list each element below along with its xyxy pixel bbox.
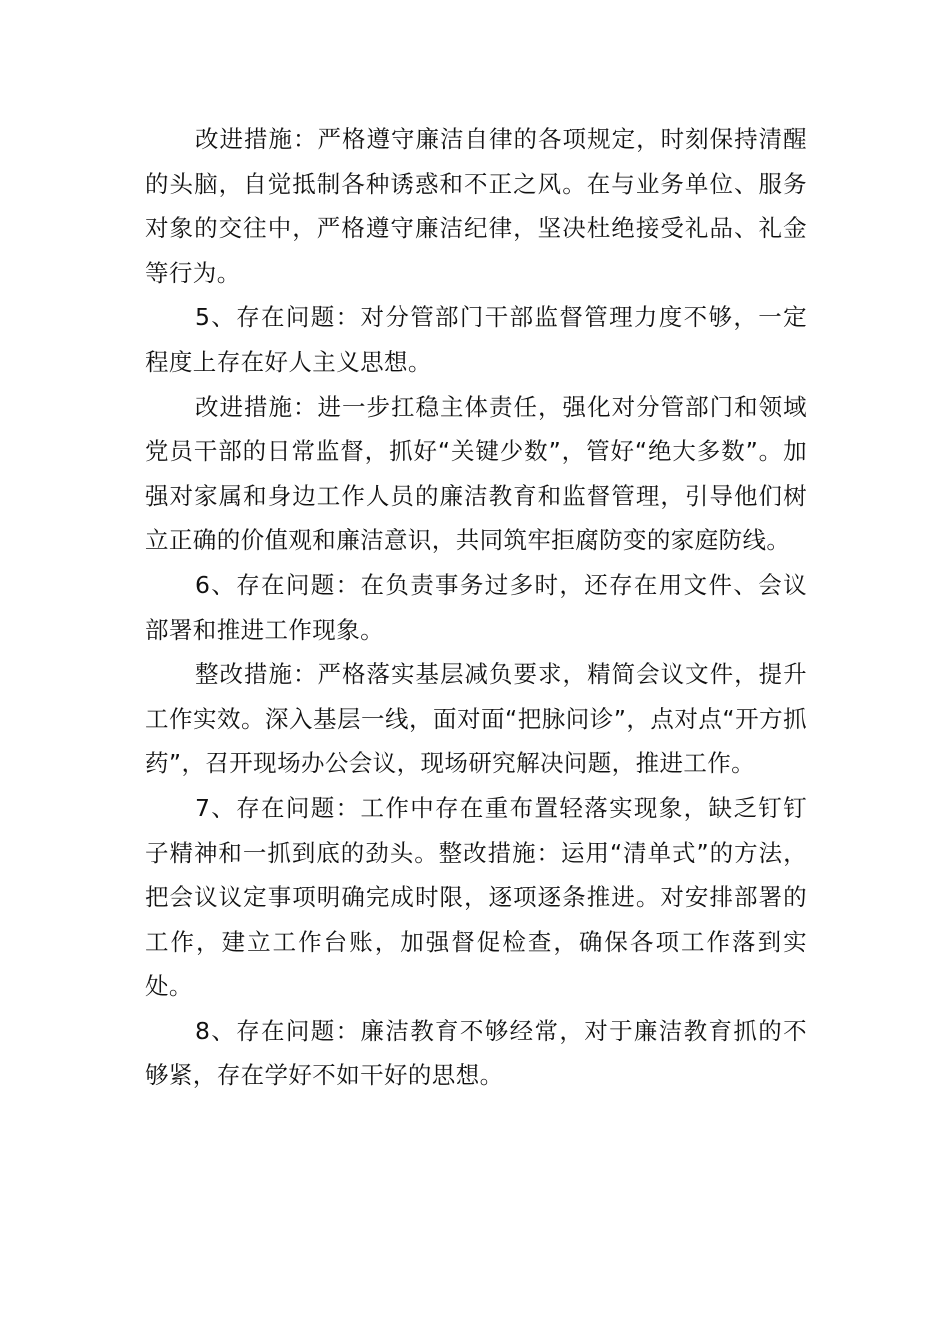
document-body — [145, 117, 807, 1098]
paragraph-problem-6: 6、存在问题：在负责事务过多时，还存在用文件、会议部署和推进工作现象。 — [145, 570, 807, 644]
paragraph-problem-8: 8、存在问题：廉洁教育不够经常，对于廉洁教育抓的不够紧，存在学好不如干好的思想。 — [145, 1016, 807, 1090]
paragraph-problem-7: 7、存在问题：工作中存在重布置轻落实现象，缺乏钉钉子精神和一抓到底的劲头。整改措施：运用“清单式”的方法，把会议议定事项明确完成时限，逐项逐条推进。对安排部署的工作，建立工作台账，加强督促检查，确保各项工作落到实处。 — [145, 793, 807, 1001]
paragraph-improvement-measures-5: 改进措施：进一步扛稳主体责任，强化对分管部门和领域党员干部的日常监督，抓好“关键少数”，管好“绝大多数”。加强对家属和身边工作人员的廉洁教育和监督管理，引导他们树立正确的价值观和廉洁意识，共同筑牢拒腐防变的家庭防线。 — [145, 392, 807, 555]
paragraph-improvement-measures-4: 改进措施：严格遵守廉洁自律的各项规定，时刻保持清醒的头脑，自觉抵制各种诱惑和不正之风。在与业务单位、服务对象的交往中，严格遵守廉洁纪律，坚决杜绝接受礼品、礼金等行为。 — [145, 125, 807, 287]
paragraph-rectification-measures-6: 整改措施：严格落实基层减负要求，精简会议文件，提升工作实效。深入基层一线，面对面“把脉问诊”，点对点“开方抓药”，召开现场办公会议，现场研究解决问题，推进工作。 — [145, 660, 807, 778]
paragraph-problem-5: 5、存在问题：对分管部门干部监督管理力度不够，一定程度上存在好人主义思想。 — [145, 303, 807, 376]
